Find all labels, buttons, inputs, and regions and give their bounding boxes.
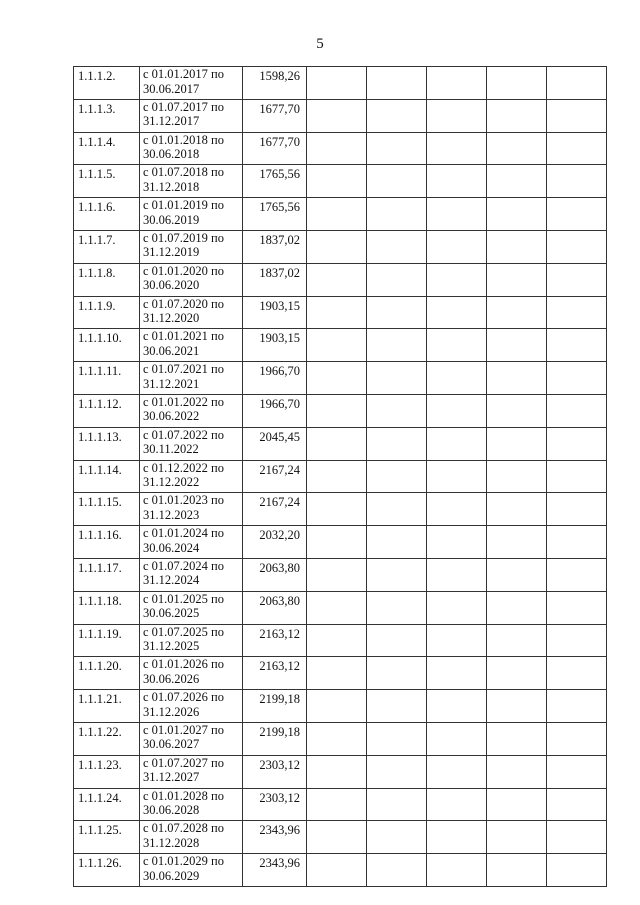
table-row bbox=[74, 296, 607, 329]
empty-cell bbox=[427, 755, 487, 788]
table-row bbox=[74, 657, 607, 690]
table-row bbox=[74, 854, 607, 887]
row-number-cell: 1.1.1.17. bbox=[74, 558, 140, 591]
period-cell bbox=[140, 624, 243, 657]
empty-cell bbox=[307, 755, 367, 788]
row-number-cell: 1.1.1.12. bbox=[74, 394, 140, 427]
empty-cell bbox=[367, 690, 427, 723]
empty-cell bbox=[427, 788, 487, 821]
period-start-line: с 01.01.2026 по bbox=[143, 657, 224, 672]
empty-cell bbox=[487, 296, 547, 329]
empty-cell bbox=[307, 657, 367, 690]
tariff-value-cell: 1966,70 bbox=[243, 394, 307, 427]
empty-cell bbox=[547, 296, 607, 329]
period-end-line: 31.12.2024 bbox=[143, 573, 200, 588]
period-end-line: 30.06.2024 bbox=[143, 540, 200, 555]
table-row bbox=[74, 690, 607, 723]
period-cell bbox=[140, 591, 243, 624]
empty-cell bbox=[547, 132, 607, 165]
period-start-line: с 01.12.2022 по bbox=[143, 460, 224, 475]
row-number-cell: 1.1.1.11. bbox=[74, 362, 140, 395]
empty-cell bbox=[307, 329, 367, 362]
empty-cell bbox=[547, 394, 607, 427]
empty-cell bbox=[367, 427, 427, 460]
table-row bbox=[74, 394, 607, 427]
period-start-line: с 01.07.2019 по bbox=[143, 230, 224, 245]
period-end-line: 31.12.2021 bbox=[143, 376, 200, 391]
row-number-cell: 1.1.1.14. bbox=[74, 460, 140, 493]
empty-cell bbox=[427, 624, 487, 657]
tariff-value-cell: 2045,45 bbox=[243, 427, 307, 460]
empty-cell bbox=[427, 657, 487, 690]
empty-cell bbox=[307, 362, 367, 395]
empty-cell bbox=[547, 624, 607, 657]
table-row bbox=[74, 788, 607, 821]
period-end-line: 31.12.2028 bbox=[143, 835, 200, 850]
period-start-line: с 01.01.2020 по bbox=[143, 263, 224, 278]
empty-cell bbox=[547, 657, 607, 690]
row-number-cell: 1.1.1.5. bbox=[74, 165, 140, 198]
empty-cell bbox=[367, 99, 427, 132]
table-row bbox=[74, 526, 607, 559]
period-cell bbox=[140, 394, 243, 427]
empty-cell bbox=[367, 624, 427, 657]
empty-cell bbox=[427, 165, 487, 198]
table-row bbox=[74, 132, 607, 165]
period-cell bbox=[140, 296, 243, 329]
period-start-line: с 01.07.2025 по bbox=[143, 624, 224, 639]
period-start-line: с 01.01.2017 по bbox=[143, 67, 224, 81]
empty-cell bbox=[487, 788, 547, 821]
period-cell bbox=[140, 263, 243, 296]
empty-cell bbox=[487, 165, 547, 198]
empty-cell bbox=[427, 296, 487, 329]
empty-cell bbox=[547, 263, 607, 296]
empty-cell bbox=[487, 722, 547, 755]
table-row bbox=[74, 558, 607, 591]
empty-cell bbox=[427, 263, 487, 296]
row-number-cell: 1.1.1.23. bbox=[74, 755, 140, 788]
tariff-value-cell: 2032,20 bbox=[243, 526, 307, 559]
empty-cell bbox=[547, 821, 607, 854]
table-row bbox=[74, 329, 607, 362]
empty-cell bbox=[307, 394, 367, 427]
tariff-value-cell: 2199,18 bbox=[243, 690, 307, 723]
period-start-line: с 01.01.2023 по bbox=[143, 493, 224, 508]
empty-cell bbox=[547, 788, 607, 821]
period-end-line: 30.06.2025 bbox=[143, 606, 200, 621]
empty-cell bbox=[547, 230, 607, 263]
empty-cell bbox=[367, 526, 427, 559]
period-start-line: с 01.07.2024 по bbox=[143, 558, 224, 573]
tariff-value-cell: 1598,26 bbox=[243, 67, 307, 100]
empty-cell bbox=[547, 526, 607, 559]
empty-cell bbox=[427, 132, 487, 165]
period-start-line: с 01.01.2025 по bbox=[143, 591, 224, 606]
empty-cell bbox=[427, 67, 487, 100]
table-row bbox=[74, 263, 607, 296]
tariff-value-cell: 1903,15 bbox=[243, 329, 307, 362]
period-cell bbox=[140, 722, 243, 755]
empty-cell bbox=[427, 821, 487, 854]
period-end-line: 30.06.2021 bbox=[143, 343, 200, 358]
row-number-cell: 1.1.1.20. bbox=[74, 657, 140, 690]
tariff-table-body bbox=[74, 67, 607, 887]
table-row bbox=[74, 722, 607, 755]
tariff-value-cell: 1837,02 bbox=[243, 230, 307, 263]
tariff-value-cell: 2199,18 bbox=[243, 722, 307, 755]
period-end-line: 31.12.2027 bbox=[143, 770, 200, 785]
empty-cell bbox=[367, 460, 427, 493]
row-number-cell: 1.1.1.21. bbox=[74, 690, 140, 723]
empty-cell bbox=[307, 230, 367, 263]
table-row bbox=[74, 624, 607, 657]
empty-cell bbox=[307, 690, 367, 723]
period-end-line: 31.12.2018 bbox=[143, 179, 200, 194]
empty-cell bbox=[487, 67, 547, 100]
empty-cell bbox=[487, 427, 547, 460]
empty-cell bbox=[367, 67, 427, 100]
period-end-line: 30.06.2026 bbox=[143, 671, 200, 686]
period-cell bbox=[140, 460, 243, 493]
period-end-line: 30.06.2019 bbox=[143, 212, 200, 227]
period-end-line: 30.06.2027 bbox=[143, 737, 200, 752]
period-start-line: с 01.07.2022 по bbox=[143, 427, 224, 442]
empty-cell bbox=[307, 67, 367, 100]
period-end-line: 31.12.2026 bbox=[143, 704, 200, 719]
empty-cell bbox=[487, 99, 547, 132]
empty-cell bbox=[427, 198, 487, 231]
row-number-cell: 1.1.1.4. bbox=[74, 132, 140, 165]
tariff-value-cell: 2063,80 bbox=[243, 591, 307, 624]
period-start-line: с 01.01.2022 по bbox=[143, 394, 224, 409]
period-cell bbox=[140, 427, 243, 460]
empty-cell bbox=[307, 165, 367, 198]
empty-cell bbox=[547, 99, 607, 132]
table-row bbox=[74, 165, 607, 198]
empty-cell bbox=[427, 99, 487, 132]
period-cell bbox=[140, 362, 243, 395]
period-start-line: с 01.07.2017 по bbox=[143, 99, 224, 114]
empty-cell bbox=[307, 296, 367, 329]
empty-cell bbox=[367, 854, 427, 887]
empty-cell bbox=[427, 427, 487, 460]
empty-cell bbox=[307, 854, 367, 887]
table-row bbox=[74, 198, 607, 231]
empty-cell bbox=[307, 493, 367, 526]
row-number-cell: 1.1.1.15. bbox=[74, 493, 140, 526]
period-cell bbox=[140, 132, 243, 165]
empty-cell bbox=[427, 690, 487, 723]
empty-cell bbox=[547, 690, 607, 723]
table-row bbox=[74, 493, 607, 526]
row-number-cell: 1.1.1.10. bbox=[74, 329, 140, 362]
empty-cell bbox=[487, 230, 547, 263]
tariff-value-cell: 2167,24 bbox=[243, 460, 307, 493]
period-end-line: 31.12.2020 bbox=[143, 311, 200, 326]
tariff-value-cell: 2163,12 bbox=[243, 657, 307, 690]
empty-cell bbox=[367, 230, 427, 263]
empty-cell bbox=[487, 493, 547, 526]
empty-cell bbox=[547, 67, 607, 100]
table-row bbox=[74, 755, 607, 788]
empty-cell bbox=[547, 198, 607, 231]
period-start-line: с 01.01.2018 по bbox=[143, 132, 224, 147]
period-cell bbox=[140, 690, 243, 723]
period-end-line: 31.12.2017 bbox=[143, 114, 200, 129]
row-number-cell: 1.1.1.19. bbox=[74, 624, 140, 657]
row-number-cell: 1.1.1.22. bbox=[74, 722, 140, 755]
period-cell bbox=[140, 854, 243, 887]
empty-cell bbox=[487, 624, 547, 657]
row-number-cell: 1.1.1.26. bbox=[74, 854, 140, 887]
empty-cell bbox=[547, 427, 607, 460]
empty-cell bbox=[307, 132, 367, 165]
row-number-cell: 1.1.1.7. bbox=[74, 230, 140, 263]
period-cell bbox=[140, 99, 243, 132]
period-end-line: 31.12.2025 bbox=[143, 639, 200, 654]
period-end-line: 31.12.2022 bbox=[143, 475, 200, 490]
empty-cell bbox=[487, 755, 547, 788]
empty-cell bbox=[547, 854, 607, 887]
row-number-cell: 1.1.1.18. bbox=[74, 591, 140, 624]
period-end-line: 30.06.2017 bbox=[143, 81, 200, 96]
empty-cell bbox=[547, 558, 607, 591]
empty-cell bbox=[367, 132, 427, 165]
empty-cell bbox=[367, 722, 427, 755]
table-row bbox=[74, 821, 607, 854]
tariff-value-cell: 1765,56 bbox=[243, 165, 307, 198]
table-row bbox=[74, 591, 607, 624]
period-end-line: 30.11.2022 bbox=[143, 442, 199, 457]
empty-cell bbox=[367, 362, 427, 395]
tariff-value-cell: 2343,96 bbox=[243, 854, 307, 887]
empty-cell bbox=[307, 427, 367, 460]
empty-cell bbox=[487, 198, 547, 231]
table-row bbox=[74, 427, 607, 460]
empty-cell bbox=[427, 854, 487, 887]
empty-cell bbox=[487, 526, 547, 559]
tariff-value-cell: 2303,12 bbox=[243, 788, 307, 821]
empty-cell bbox=[427, 493, 487, 526]
empty-cell bbox=[367, 296, 427, 329]
period-cell bbox=[140, 165, 243, 198]
empty-cell bbox=[367, 493, 427, 526]
empty-cell bbox=[307, 722, 367, 755]
table-row bbox=[74, 362, 607, 395]
empty-cell bbox=[367, 788, 427, 821]
tariff-value-cell: 1677,70 bbox=[243, 99, 307, 132]
empty-cell bbox=[427, 526, 487, 559]
empty-cell bbox=[307, 99, 367, 132]
table-row bbox=[74, 460, 607, 493]
empty-cell bbox=[307, 624, 367, 657]
tariff-value-cell: 2163,12 bbox=[243, 624, 307, 657]
tariff-value-cell: 1677,70 bbox=[243, 132, 307, 165]
row-number-cell: 1.1.1.3. bbox=[74, 99, 140, 132]
row-number-cell: 1.1.1.8. bbox=[74, 263, 140, 296]
period-cell bbox=[140, 788, 243, 821]
empty-cell bbox=[307, 198, 367, 231]
empty-cell bbox=[427, 394, 487, 427]
empty-cell bbox=[427, 558, 487, 591]
empty-cell bbox=[307, 821, 367, 854]
empty-cell bbox=[547, 362, 607, 395]
row-number-cell: 1.1.1.2. bbox=[74, 67, 140, 100]
empty-cell bbox=[367, 558, 427, 591]
empty-cell bbox=[427, 329, 487, 362]
period-end-line: 30.06.2022 bbox=[143, 409, 200, 424]
empty-cell bbox=[367, 198, 427, 231]
row-number-cell: 1.1.1.13. bbox=[74, 427, 140, 460]
period-cell bbox=[140, 329, 243, 362]
empty-cell bbox=[427, 230, 487, 263]
empty-cell bbox=[307, 263, 367, 296]
period-end-line: 31.12.2023 bbox=[143, 507, 200, 522]
table-row bbox=[74, 230, 607, 263]
empty-cell bbox=[307, 558, 367, 591]
period-cell bbox=[140, 230, 243, 263]
tariff-value-cell: 2063,80 bbox=[243, 558, 307, 591]
empty-cell bbox=[367, 657, 427, 690]
period-end-line: 30.06.2020 bbox=[143, 278, 200, 293]
period-cell bbox=[140, 526, 243, 559]
period-cell bbox=[140, 755, 243, 788]
period-start-line: с 01.07.2028 по bbox=[143, 821, 224, 836]
period-start-line: с 01.01.2029 по bbox=[143, 854, 224, 869]
empty-cell bbox=[367, 263, 427, 296]
empty-cell bbox=[547, 165, 607, 198]
tariff-value-cell: 2303,12 bbox=[243, 755, 307, 788]
period-start-line: с 01.07.2027 по bbox=[143, 755, 224, 770]
period-cell bbox=[140, 821, 243, 854]
empty-cell bbox=[487, 132, 547, 165]
empty-cell bbox=[487, 362, 547, 395]
empty-cell bbox=[367, 591, 427, 624]
empty-cell bbox=[367, 821, 427, 854]
period-end-line: 31.12.2019 bbox=[143, 245, 200, 260]
row-number-cell: 1.1.1.9. bbox=[74, 296, 140, 329]
tariff-table bbox=[73, 66, 607, 887]
empty-cell bbox=[427, 591, 487, 624]
period-cell bbox=[140, 67, 243, 100]
empty-cell bbox=[487, 394, 547, 427]
empty-cell bbox=[547, 755, 607, 788]
period-start-line: с 01.07.2020 по bbox=[143, 296, 224, 311]
period-cell bbox=[140, 493, 243, 526]
empty-cell bbox=[487, 460, 547, 493]
table-row bbox=[74, 99, 607, 132]
tariff-value-cell: 1903,15 bbox=[243, 296, 307, 329]
period-start-line: с 01.07.2026 по bbox=[143, 690, 224, 705]
empty-cell bbox=[487, 591, 547, 624]
period-start-line: с 01.01.2021 по bbox=[143, 329, 224, 344]
tariff-value-cell: 1837,02 bbox=[243, 263, 307, 296]
empty-cell bbox=[487, 263, 547, 296]
empty-cell bbox=[427, 460, 487, 493]
row-number-cell: 1.1.1.25. bbox=[74, 821, 140, 854]
period-start-line: с 01.01.2028 по bbox=[143, 788, 224, 803]
period-start-line: с 01.07.2018 по bbox=[143, 165, 224, 180]
empty-cell bbox=[427, 362, 487, 395]
row-number-cell: 1.1.1.16. bbox=[74, 526, 140, 559]
page-number: 5 bbox=[316, 36, 324, 52]
period-end-line: 30.06.2029 bbox=[143, 868, 200, 883]
empty-cell bbox=[547, 460, 607, 493]
empty-cell bbox=[487, 854, 547, 887]
empty-cell bbox=[307, 460, 367, 493]
empty-cell bbox=[427, 722, 487, 755]
empty-cell bbox=[547, 493, 607, 526]
empty-cell bbox=[487, 558, 547, 591]
empty-cell bbox=[487, 690, 547, 723]
period-start-line: с 01.07.2021 по bbox=[143, 362, 224, 377]
empty-cell bbox=[307, 788, 367, 821]
empty-cell bbox=[547, 591, 607, 624]
empty-cell bbox=[367, 165, 427, 198]
empty-cell bbox=[307, 526, 367, 559]
row-number-cell: 1.1.1.6. bbox=[74, 198, 140, 231]
period-cell bbox=[140, 558, 243, 591]
empty-cell bbox=[487, 821, 547, 854]
table-row bbox=[74, 67, 607, 100]
empty-cell bbox=[367, 329, 427, 362]
row-number-cell: 1.1.1.24. bbox=[74, 788, 140, 821]
tariff-value-cell: 1765,56 bbox=[243, 198, 307, 231]
empty-cell bbox=[367, 755, 427, 788]
period-cell bbox=[140, 657, 243, 690]
empty-cell bbox=[307, 591, 367, 624]
tariff-value-cell: 1966,70 bbox=[243, 362, 307, 395]
period-start-line: с 01.01.2027 по bbox=[143, 722, 224, 737]
empty-cell bbox=[487, 329, 547, 362]
period-cell bbox=[140, 198, 243, 231]
period-end-line: 30.06.2018 bbox=[143, 147, 200, 162]
empty-cell bbox=[487, 657, 547, 690]
period-end-line: 30.06.2028 bbox=[143, 803, 200, 818]
empty-cell bbox=[547, 329, 607, 362]
period-start-line: с 01.01.2024 по bbox=[143, 526, 224, 541]
empty-cell bbox=[547, 722, 607, 755]
empty-cell bbox=[367, 394, 427, 427]
tariff-value-cell: 2343,96 bbox=[243, 821, 307, 854]
period-start-line: с 01.01.2019 по bbox=[143, 198, 224, 213]
tariff-value-cell: 2167,24 bbox=[243, 493, 307, 526]
